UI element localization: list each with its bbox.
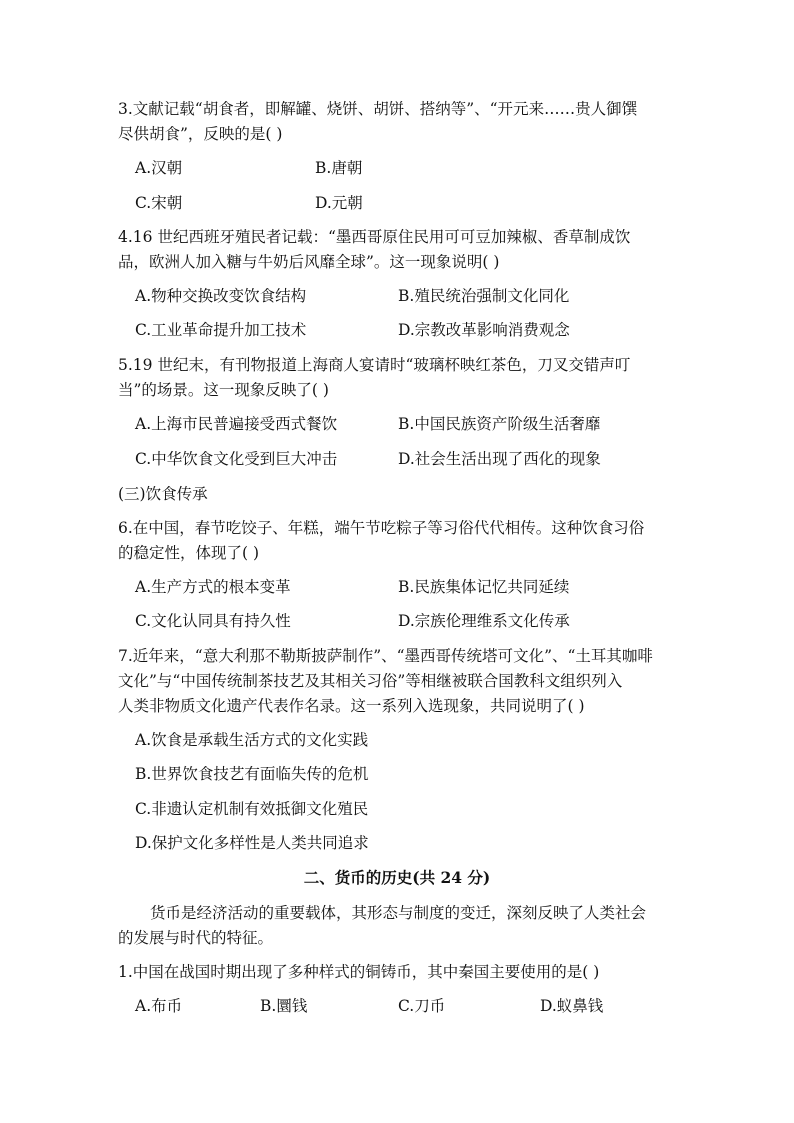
q5-option-c: C.中华饮食文化受到巨大冲击 [135, 450, 338, 468]
p2q1-option-a: A.布币 [135, 997, 183, 1015]
q3-stem-line-1: 3.文献记载“胡食者，即解罐、烧饼、胡饼、搭纳等”、“开元来……贵人御馔 [118, 100, 638, 118]
q7-option-b: B.世界饮食技艺有面临失传的危机 [135, 765, 369, 783]
part2-intro-line-1: 货币是经济活动的重要载体，其形态与制度的变迁，深刻反映了人类社会 [150, 904, 647, 922]
q4-stem-line-2: 品，欧洲人加入糖与牛奶后风靡全球”。这一现象说明( ) [118, 253, 500, 271]
q5-stem-line-2: 当”的场景。这一现象反映了( ) [118, 381, 329, 399]
q5-option-d: D.社会生活出现了西化的现象 [398, 450, 601, 468]
p2q1-option-d: D.蚁鼻钱 [540, 997, 604, 1015]
q6-option-a: A.生产方式的根本变革 [135, 578, 291, 596]
q4-stem-line-1: 4.16 世纪西班牙殖民者记载：“墨西哥原住民用可可豆加辣椒、香草制成饮 [118, 228, 631, 246]
q3-option-d: D.元朝 [315, 194, 363, 212]
q4-option-a: A.物种交换改变饮食结构 [135, 287, 307, 305]
q4-option-b: B.殖民统治强制文化同化 [398, 287, 570, 305]
q5-option-a: A.上海市民普遍接受西式餐饮 [135, 415, 338, 433]
p2q1-stem-line-1: 1.中国在战国时期出现了多种样式的铜铸币，其中秦国主要使用的是( ) [118, 963, 600, 981]
q5-option-b: B.中国民族资产阶级生活奢靡 [398, 415, 601, 433]
q4-option-d: D.宗教改革影响消费观念 [398, 321, 570, 339]
q5-stem-line-1: 5.19 世纪末，有刊物报道上海商人宴请时“玻璃杯映红茶色，刀叉交错声叮 [118, 356, 631, 374]
q4-option-c: C.工业革命提升加工技术 [135, 321, 307, 339]
p2q1-option-b: B.圜钱 [260, 997, 308, 1015]
part2-intro-line-2: 的发展与时代的特征。 [118, 929, 274, 947]
q7-stem-line-3: 人类非物质文化遗产代表作名录。这一系列入选现象，共同说明了( ) [118, 697, 585, 715]
q6-stem-line-2: 的稳定性，体现了( ) [118, 544, 260, 562]
q3-option-a: A.汉朝 [135, 159, 183, 177]
section-heading-food-heritage: (三)饮食传承 [118, 485, 208, 503]
q7-option-c: C.非遗认定机制有效抵御文化殖民 [135, 800, 369, 818]
p2q1-option-c: C.刀币 [398, 997, 446, 1015]
q6-option-d: D.宗族伦理维系文化传承 [398, 612, 570, 630]
q3-stem-line-2: 尽供胡食”，反映的是( ) [118, 125, 283, 143]
part2-title: 二、货币的历史(共 24 分) [303, 868, 491, 887]
q7-option-d: D.保护文化多样性是人类共同追求 [135, 834, 369, 852]
q7-option-a: A.饮食是承载生活方式的文化实践 [135, 731, 369, 749]
q7-stem-line-1: 7.近年来，“意大利那不勒斯披萨制作”、“墨西哥传统塔可文化”、“土耳其咖啡 [118, 647, 653, 665]
q6-stem-line-1: 6.在中国，春节吃饺子、年糕，端午节吃粽子等习俗代代相传。这种饮食习俗 [118, 519, 645, 537]
q6-option-b: B.民族集体记忆共同延续 [398, 578, 570, 596]
q6-option-c: C.文化认同具有持久性 [135, 612, 291, 630]
q3-option-c: C.宋朝 [135, 194, 183, 212]
q7-stem-line-2: 文化”与“中国传统制茶技艺及其相关习俗”等相继被联合国教科文组织列入 [118, 672, 623, 690]
q3-option-b: B.唐朝 [315, 159, 363, 177]
